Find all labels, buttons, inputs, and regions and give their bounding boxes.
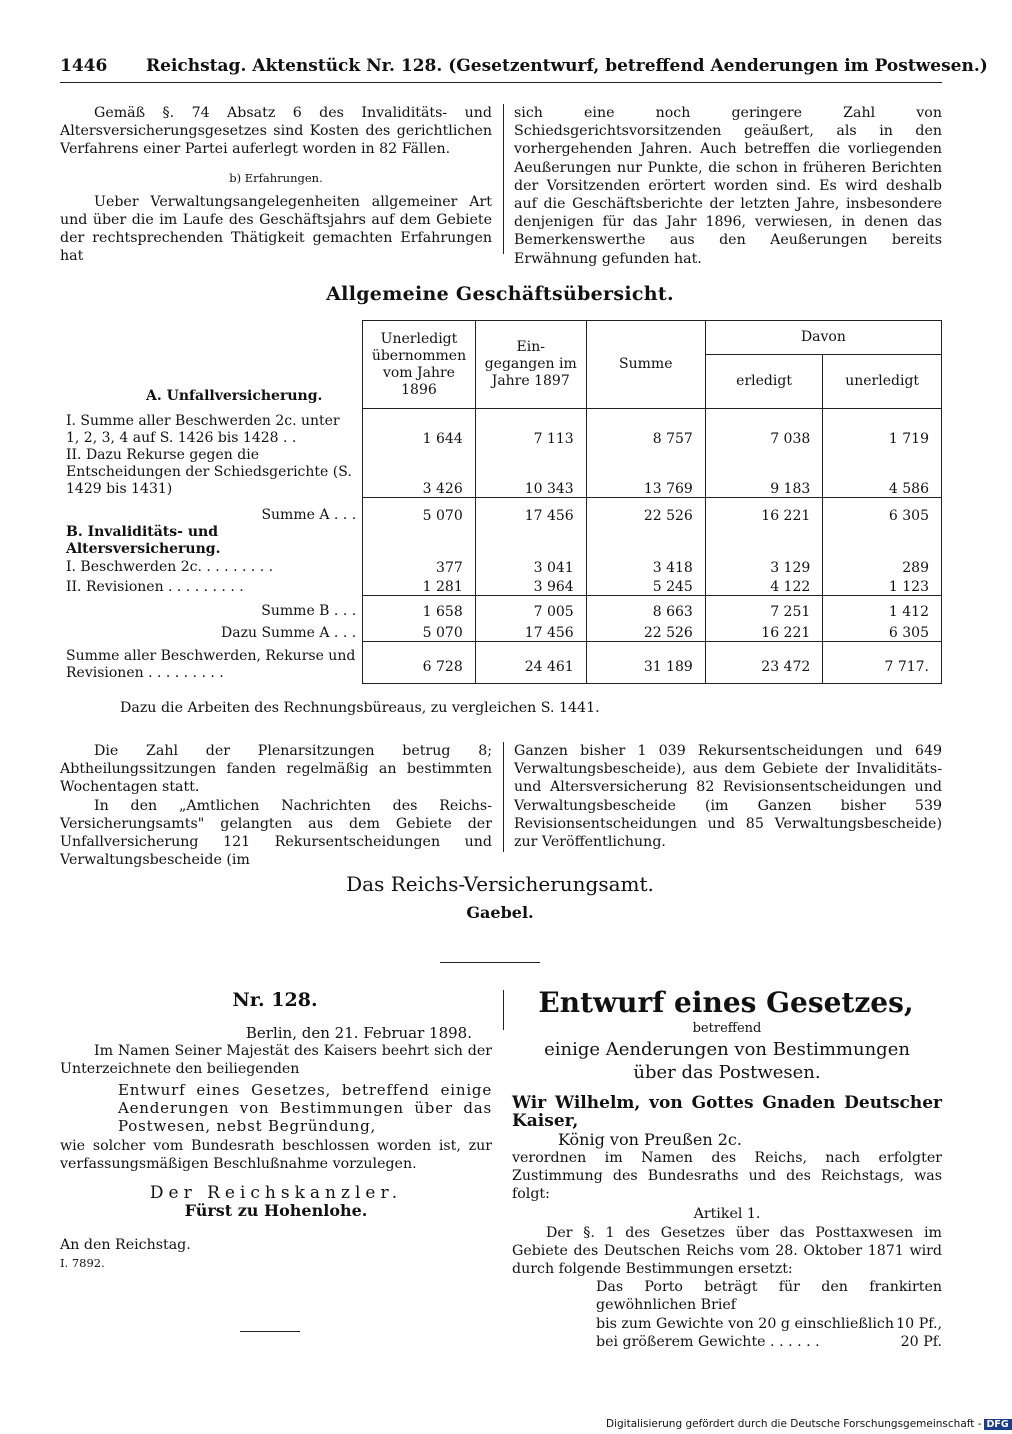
section-separator: [440, 962, 540, 963]
col-header-unerledigt: unerledigt: [823, 355, 942, 409]
col-header-davon: Davon: [705, 321, 941, 355]
rate-label: bei größerem Gewichte . . . . . .: [596, 1333, 820, 1350]
cell: 8 757: [586, 409, 705, 447]
top-right-column: [514, 104, 942, 268]
top-left-paragraph-1: Gemäß §. 74 Absatz 6 des Invaliditäts- und Altersversicherungsgesetzes sind Kosten des gerichtlichen Verfahrens einer Partei auferlegt worden in 82 Fällen.: [60, 105, 492, 158]
cell: 16 221: [705, 498, 822, 524]
signature-name: Gaebel.: [466, 903, 534, 922]
rate-label: bis zum Gewichte von 20 g einschließlich: [596, 1315, 894, 1332]
letter-paragraph-1: Im Namen Seiner Majestät des Kaisers beehrt sich der Unterzeichnete den beiliegenden: [60, 1043, 492, 1078]
row-label: Summe B . . .: [261, 602, 357, 619]
column-divider-top: [503, 104, 504, 254]
porto-rates: [596, 1315, 942, 1351]
row-label: Summe A . . .: [261, 506, 357, 523]
cell: 1 123: [823, 576, 942, 596]
cell: 4 122: [705, 576, 822, 596]
letter-reference: I. 7892.: [60, 1256, 105, 1271]
section-a-heading: A. Unfallversicherung.: [146, 387, 323, 404]
mid-right-column: [514, 742, 942, 851]
rate-value: 20 Pf.: [900, 1333, 942, 1350]
page-number: 1446: [60, 56, 108, 76]
cell: 7 113: [475, 409, 586, 447]
cell: 1 658: [363, 596, 476, 620]
section-b-heading: B. Invaliditäts- und Altersversicherung.: [66, 523, 221, 557]
end-separator: [240, 1331, 300, 1332]
cell: 31 189: [586, 642, 705, 684]
col-header-eingegangen-1897: Ein- gegangen im Jahre 1897: [475, 321, 586, 409]
cell: 5 070: [363, 620, 476, 642]
cell: 3 418: [586, 558, 705, 576]
law-koenig: König von Preußen 2c.: [558, 1129, 742, 1149]
table-row: [60, 596, 942, 620]
cell: 6 728: [363, 642, 476, 684]
mid-left-paragraph-1: Die Zahl der Plenarsitzungen betrug 8; Abtheilungssitzungen fanden regelmäßig an bestimmten Wochentagen statt.: [60, 743, 492, 796]
law-porto: Das Porto beträgt für den frankirten gewöhnlichen Brief: [596, 1279, 942, 1314]
mid-right-paragraph: Ganzen bisher 1 039 Rekursentscheidungen und 649 Verwaltungsbescheide), aus dem Gebiete der Invaliditäts- und Altersversicherung 82 Revisionsentscheidungen und Verwaltungsbescheide (im Ganzen bisher 539 Revisionsentscheidungen und 85 Verwaltungsbescheide) zur Veröffentlichung.: [514, 743, 942, 851]
col-header-summe: Summe: [586, 321, 705, 409]
row-label: Summe aller Beschwerden, Rekurse und Revisionen . . . . . . . . .: [66, 647, 356, 681]
row-label: II. Dazu Rekurse gegen die Entscheidungen der Schiedsgerichte (S. 1429 bis 1431): [66, 446, 352, 497]
signature-office: Das Reichs-Versicherungsamt.: [346, 872, 654, 896]
cell: 1 412: [823, 596, 942, 620]
top-left-column: [60, 104, 492, 266]
cell: 3 964: [475, 576, 586, 596]
table-row: [60, 447, 942, 498]
cell: 7 251: [705, 596, 822, 620]
law-wir: Wir Wilhelm, von Gottes Gnaden Deutscher Kaiser,: [512, 1093, 942, 1132]
cell: 377: [363, 558, 476, 576]
table-row: [60, 498, 942, 524]
col-header-unerledigt-1896: Unerledigt übernommen vom Jahre 1896: [363, 321, 476, 409]
cell: 4 586: [823, 447, 942, 498]
letter-signature-2: Fürst zu Hohenlohe.: [184, 1200, 368, 1220]
law-verordnen: verordnen im Namen des Reichs, nach erfolgter Zustimmung des Bundesraths und des Reichstags, was folgt:: [512, 1149, 942, 1203]
cell: 23 472: [705, 642, 822, 684]
cell: 5 245: [586, 576, 705, 596]
bottom-left-column: [60, 1024, 492, 1272]
cell: 22 526: [586, 498, 705, 524]
cell: 22 526: [586, 620, 705, 642]
header-rule: [60, 82, 942, 83]
cell: 6 305: [823, 498, 942, 524]
cell: 6 305: [823, 620, 942, 642]
table-note: Dazu die Arbeiten des Rechnungsbüreaus, zu vergleichen S. 1441.: [120, 700, 600, 716]
cell: 7 005: [475, 596, 586, 620]
cell: 13 769: [586, 447, 705, 498]
cell: 16 221: [705, 620, 822, 642]
cell: 10 343: [475, 447, 586, 498]
cell: 7 038: [705, 409, 822, 447]
rate-value: 10 Pf.,: [896, 1315, 942, 1332]
cell: 17 456: [475, 620, 586, 642]
rate-row: [596, 1333, 942, 1351]
letter-addressee: An den Reichstag.: [60, 1237, 191, 1254]
digitization-footer: [606, 1418, 1012, 1430]
cell: 8 663: [586, 596, 705, 620]
table-row: [60, 409, 942, 447]
cell: 289: [823, 558, 942, 576]
bottom-right-column: [512, 1020, 942, 1351]
mid-left-column: [60, 742, 492, 869]
top-left-paragraph-2: Ueber Verwaltungsangelegenheiten allgemeiner Art und über die im Laufe des Geschäftsjahrs auf dem Gebiete der rechtsprechenden Thätigkeit gemachten Erfahrungen hat: [60, 193, 492, 265]
law-betreffend: betreffend: [692, 1021, 762, 1036]
law-article-text: Der §. 1 des Gesetzes über das Posttaxwesen im Gebiete des Deutschen Reichs vom 28. Oktober 1871 wird durch folgende Bestimmungen ersetzt:: [512, 1224, 942, 1278]
subheading-erfahrungen: b) Erfahrungen.: [229, 170, 323, 185]
cell: 3 041: [475, 558, 586, 576]
mid-left-paragraph-2: In den „Amtlichen Nachrichten des Reichs-Versicherungsamts" gelangten aus dem Gebiete der Unfallversicherung 121 Rekursentscheidungen und Verwaltungsbescheide (im: [60, 797, 492, 869]
table-row: [60, 642, 942, 684]
row-label: Dazu Summe A . . .: [221, 624, 357, 641]
running-title: Reichstag. Aktenstück Nr. 128. (Gesetzentwurf, betreffend Aenderungen im Postwesen.): [146, 56, 988, 76]
cell: 3 129: [705, 558, 822, 576]
footer-text: Digitalisierung gefördert durch die Deutsche Forschungsgemeinschaft -: [606, 1418, 982, 1430]
column-divider-bottom: [503, 990, 504, 1030]
row-label: I. Beschwerden 2c. . . . . . . . .: [66, 558, 274, 575]
page-header: [60, 56, 988, 82]
cell: 9 183: [705, 447, 822, 498]
dfg-logo: DFG: [984, 1419, 1012, 1430]
cell: 7 717.: [823, 642, 942, 684]
law-artikel: Artikel 1.: [693, 1206, 761, 1223]
cell: 1 719: [823, 409, 942, 447]
statistics-table: [60, 320, 942, 684]
cell: 5 070: [363, 498, 476, 524]
document-number: Nr. 128.: [232, 989, 318, 1011]
cell: 3 426: [363, 447, 476, 498]
col-header-erledigt: erledigt: [705, 355, 822, 409]
table-row: [60, 576, 942, 596]
cell: 17 456: [475, 498, 586, 524]
table-row: [60, 620, 942, 642]
table-title: Allgemeine Geschäftsübersicht.: [326, 283, 674, 305]
law-subtitle: einige Aenderungen von Bestimmungen über das Postwesen.: [544, 1039, 910, 1084]
row-label: II. Revisionen . . . . . . . . .: [66, 578, 244, 595]
cell: 24 461: [475, 642, 586, 684]
column-divider-mid: [503, 742, 504, 852]
letter-paragraph-3: wie solcher vom Bundesrath beschlossen worden ist, zur verfassungsmäßigen Beschlußnahme vorzulegen.: [60, 1138, 492, 1173]
cell: 1 644: [363, 409, 476, 447]
top-right-paragraph: sich eine noch geringere Zahl von Schiedsgerichtsvorsitzenden geäußert, als in den vorhergehenden Jahren. Auch betreffen die vorliegenden Aeußerungen nur Punkte, die schon in früheren Berichten der Vorsitzenden erörtert worden sind. Es wird deshalb auf die Geschäftsberichte der letzten Jahre, insbesondere denjenigen für das Jahr 1896, verwiesen, in denen das Bemerkenswerthe aus den Aeußerungen bereits Erwähnung gefunden hat.: [514, 105, 942, 267]
row-label: I. Summe aller Beschwerden 2c. unter 1, 2, 3, 4 auf S. 1426 bis 1428 . .: [66, 412, 340, 446]
letter-date: Berlin, den 21. Februar 1898.: [245, 1024, 472, 1042]
table-row: [60, 558, 942, 576]
rate-row: [596, 1315, 942, 1333]
cell: 1 281: [363, 576, 476, 596]
letter-signature-1: Der Reichskanzler.: [149, 1182, 403, 1203]
law-title: Entwurf eines Gesetzes,: [538, 986, 914, 1019]
letter-paragraph-2: Entwurf eines Gesetzes, betreffend einige Aenderungen von Bestimmungen über das Postwesen, nebst Begründung,: [118, 1080, 492, 1136]
